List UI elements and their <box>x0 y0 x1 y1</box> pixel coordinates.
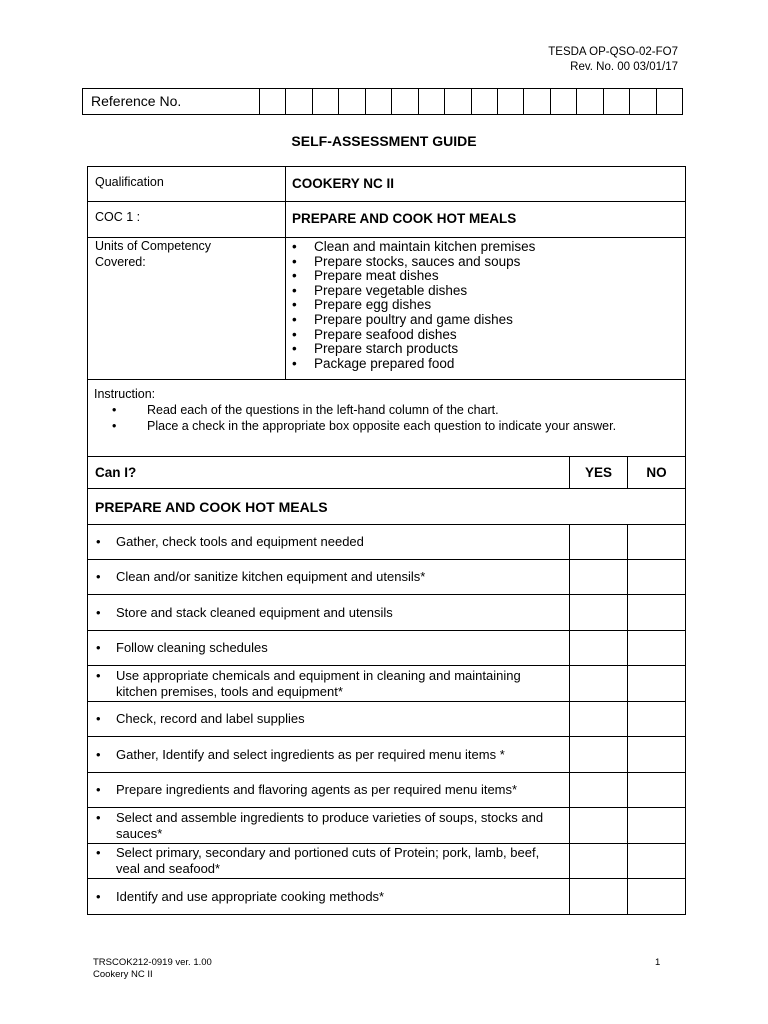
page-title: SELF-ASSESSMENT GUIDE <box>291 133 477 149</box>
question-label: • Store and stack cleaned equipment and utensils <box>88 605 569 621</box>
unit-item: • Prepare seafood dishes <box>290 328 685 343</box>
question-label: • Select and assemble ingredients to produce varieties of soups, stocks and sauces* <box>88 810 569 842</box>
no-checkbox[interactable] <box>628 808 686 844</box>
yes-checkbox[interactable] <box>570 560 628 595</box>
unit-item: • Package prepared food <box>290 357 685 372</box>
units-label <box>88 238 286 380</box>
yes-checkbox[interactable] <box>570 666 628 702</box>
coc-value: PREPARE AND COOK HOT MEALS <box>286 202 686 238</box>
question-text <box>88 666 570 702</box>
no-checkbox[interactable] <box>628 631 686 666</box>
question-text <box>88 844 570 879</box>
question-label: • Follow cleaning schedules <box>88 640 569 656</box>
unit-item: • Prepare vegetable dishes <box>290 284 685 299</box>
coc-label: COC 1 : <box>88 202 286 238</box>
question-row <box>88 844 686 879</box>
question-label: • Clean and/or sanitize kitchen equipment and utensils* <box>88 569 569 585</box>
reference-digit-box[interactable] <box>576 89 602 114</box>
units-label-line: Covered: <box>95 255 146 269</box>
units-list-cell <box>286 238 686 380</box>
no-checkbox[interactable] <box>628 773 686 808</box>
question-label: • Gather, check tools and equipment needed <box>88 534 569 550</box>
question-row <box>88 702 686 737</box>
question-label: • Use appropriate chemicals and equipment in cleaning and maintaining kitchen premises, tools and equipment* <box>88 668 569 700</box>
reference-digit-box[interactable] <box>550 89 576 114</box>
yes-checkbox[interactable] <box>570 702 628 737</box>
instruction-list <box>94 402 679 434</box>
document-header <box>548 45 678 75</box>
question-row <box>88 879 686 915</box>
question-text <box>88 595 570 631</box>
question-label: • Select primary, secondary and portioned cuts of Protein; pork, lamb, beef, veal and seafood* <box>88 845 569 877</box>
form-code: TESDA OP-QSO-02-FO7 <box>548 46 678 58</box>
question-row <box>88 773 686 808</box>
qualification-row <box>88 167 686 202</box>
reference-digit-box[interactable] <box>391 89 417 114</box>
reference-digit-box[interactable] <box>656 89 682 114</box>
question-row <box>88 631 686 666</box>
question-column-header: Can I? <box>88 457 570 489</box>
footer-code: TRSCOK212-0919 ver. 1.00 <box>93 957 212 968</box>
question-label: • Prepare ingredients and flavoring agents as per required menu items* <box>88 782 569 798</box>
question-label: • Identify and use appropriate cooking methods* <box>88 889 569 905</box>
no-checkbox[interactable] <box>628 666 686 702</box>
instruction-row <box>88 380 686 457</box>
reference-number-label: Reference No. <box>91 93 182 109</box>
question-row <box>88 560 686 595</box>
unit-item: • Prepare poultry and game dishes <box>290 313 685 328</box>
reference-digit-box[interactable] <box>471 89 497 114</box>
reference-digit-box[interactable] <box>259 89 285 114</box>
instruction-item: • Read each of the questions in the left-hand column of the chart. <box>94 402 679 418</box>
question-label: • Check, record and label supplies <box>88 711 569 727</box>
question-label: • Gather, Identify and select ingredients as per required menu items * <box>88 747 569 763</box>
question-row <box>88 737 686 773</box>
reference-digit-box[interactable] <box>603 89 629 114</box>
question-text <box>88 808 570 844</box>
reference-number-row <box>82 88 683 115</box>
reference-digit-box[interactable] <box>444 89 470 114</box>
unit-item: • Prepare stocks, sauces and soups <box>290 255 685 270</box>
self-assessment-table <box>87 166 686 915</box>
footer-left <box>93 957 212 981</box>
no-checkbox[interactable] <box>628 595 686 631</box>
column-header-row <box>88 457 686 489</box>
reference-digit-box[interactable] <box>523 89 549 114</box>
no-checkbox[interactable] <box>628 702 686 737</box>
footer-qualification: Cookery NC II <box>93 969 153 980</box>
no-column-header: NO <box>628 457 686 489</box>
unit-item: • Prepare egg dishes <box>290 298 685 313</box>
unit-item: • Clean and maintain kitchen premises <box>290 240 685 255</box>
no-checkbox[interactable] <box>628 737 686 773</box>
yes-checkbox[interactable] <box>570 595 628 631</box>
question-text <box>88 773 570 808</box>
yes-column-header: YES <box>570 457 628 489</box>
no-checkbox[interactable] <box>628 844 686 879</box>
no-checkbox[interactable] <box>628 560 686 595</box>
revision-number: Rev. No. 00 03/01/17 <box>570 61 678 73</box>
question-row <box>88 808 686 844</box>
coc-row <box>88 202 686 238</box>
yes-checkbox[interactable] <box>570 844 628 879</box>
section-row <box>88 489 686 525</box>
question-text <box>88 631 570 666</box>
reference-digit-box[interactable] <box>497 89 523 114</box>
unit-item: • Prepare meat dishes <box>290 269 685 284</box>
instruction-label: Instruction: <box>94 387 156 401</box>
question-text <box>88 560 570 595</box>
units-row <box>88 238 686 380</box>
units-label-line: Units of Competency <box>95 239 212 253</box>
qualification-value: COOKERY NC II <box>286 167 686 202</box>
no-checkbox[interactable] <box>628 879 686 915</box>
yes-checkbox[interactable] <box>570 808 628 844</box>
reference-number-boxes <box>259 89 682 114</box>
reference-digit-box[interactable] <box>629 89 655 114</box>
yes-checkbox[interactable] <box>570 879 628 915</box>
section-title: PREPARE AND COOK HOT MEALS <box>88 489 686 525</box>
reference-digit-box[interactable] <box>338 89 364 114</box>
no-checkbox[interactable] <box>628 525 686 560</box>
reference-digit-box[interactable] <box>312 89 338 114</box>
yes-checkbox[interactable] <box>570 525 628 560</box>
instruction-cell <box>88 380 686 457</box>
yes-checkbox[interactable] <box>570 737 628 773</box>
question-text <box>88 879 570 915</box>
units-list <box>286 238 685 371</box>
reference-digit-box[interactable] <box>418 89 444 114</box>
question-text <box>88 702 570 737</box>
reference-digit-box[interactable] <box>365 89 391 114</box>
instruction-item: • Place a check in the appropriate box opposite each question to indicate your answer. <box>94 418 679 434</box>
question-row <box>88 595 686 631</box>
unit-item: • Prepare starch products <box>290 342 685 357</box>
yes-checkbox[interactable] <box>570 773 628 808</box>
question-text <box>88 737 570 773</box>
qualification-label: Qualification <box>88 167 286 202</box>
reference-digit-box[interactable] <box>285 89 311 114</box>
question-text <box>88 525 570 560</box>
page-number: 1 <box>655 957 661 968</box>
question-row <box>88 525 686 560</box>
question-row <box>88 666 686 702</box>
yes-checkbox[interactable] <box>570 631 628 666</box>
